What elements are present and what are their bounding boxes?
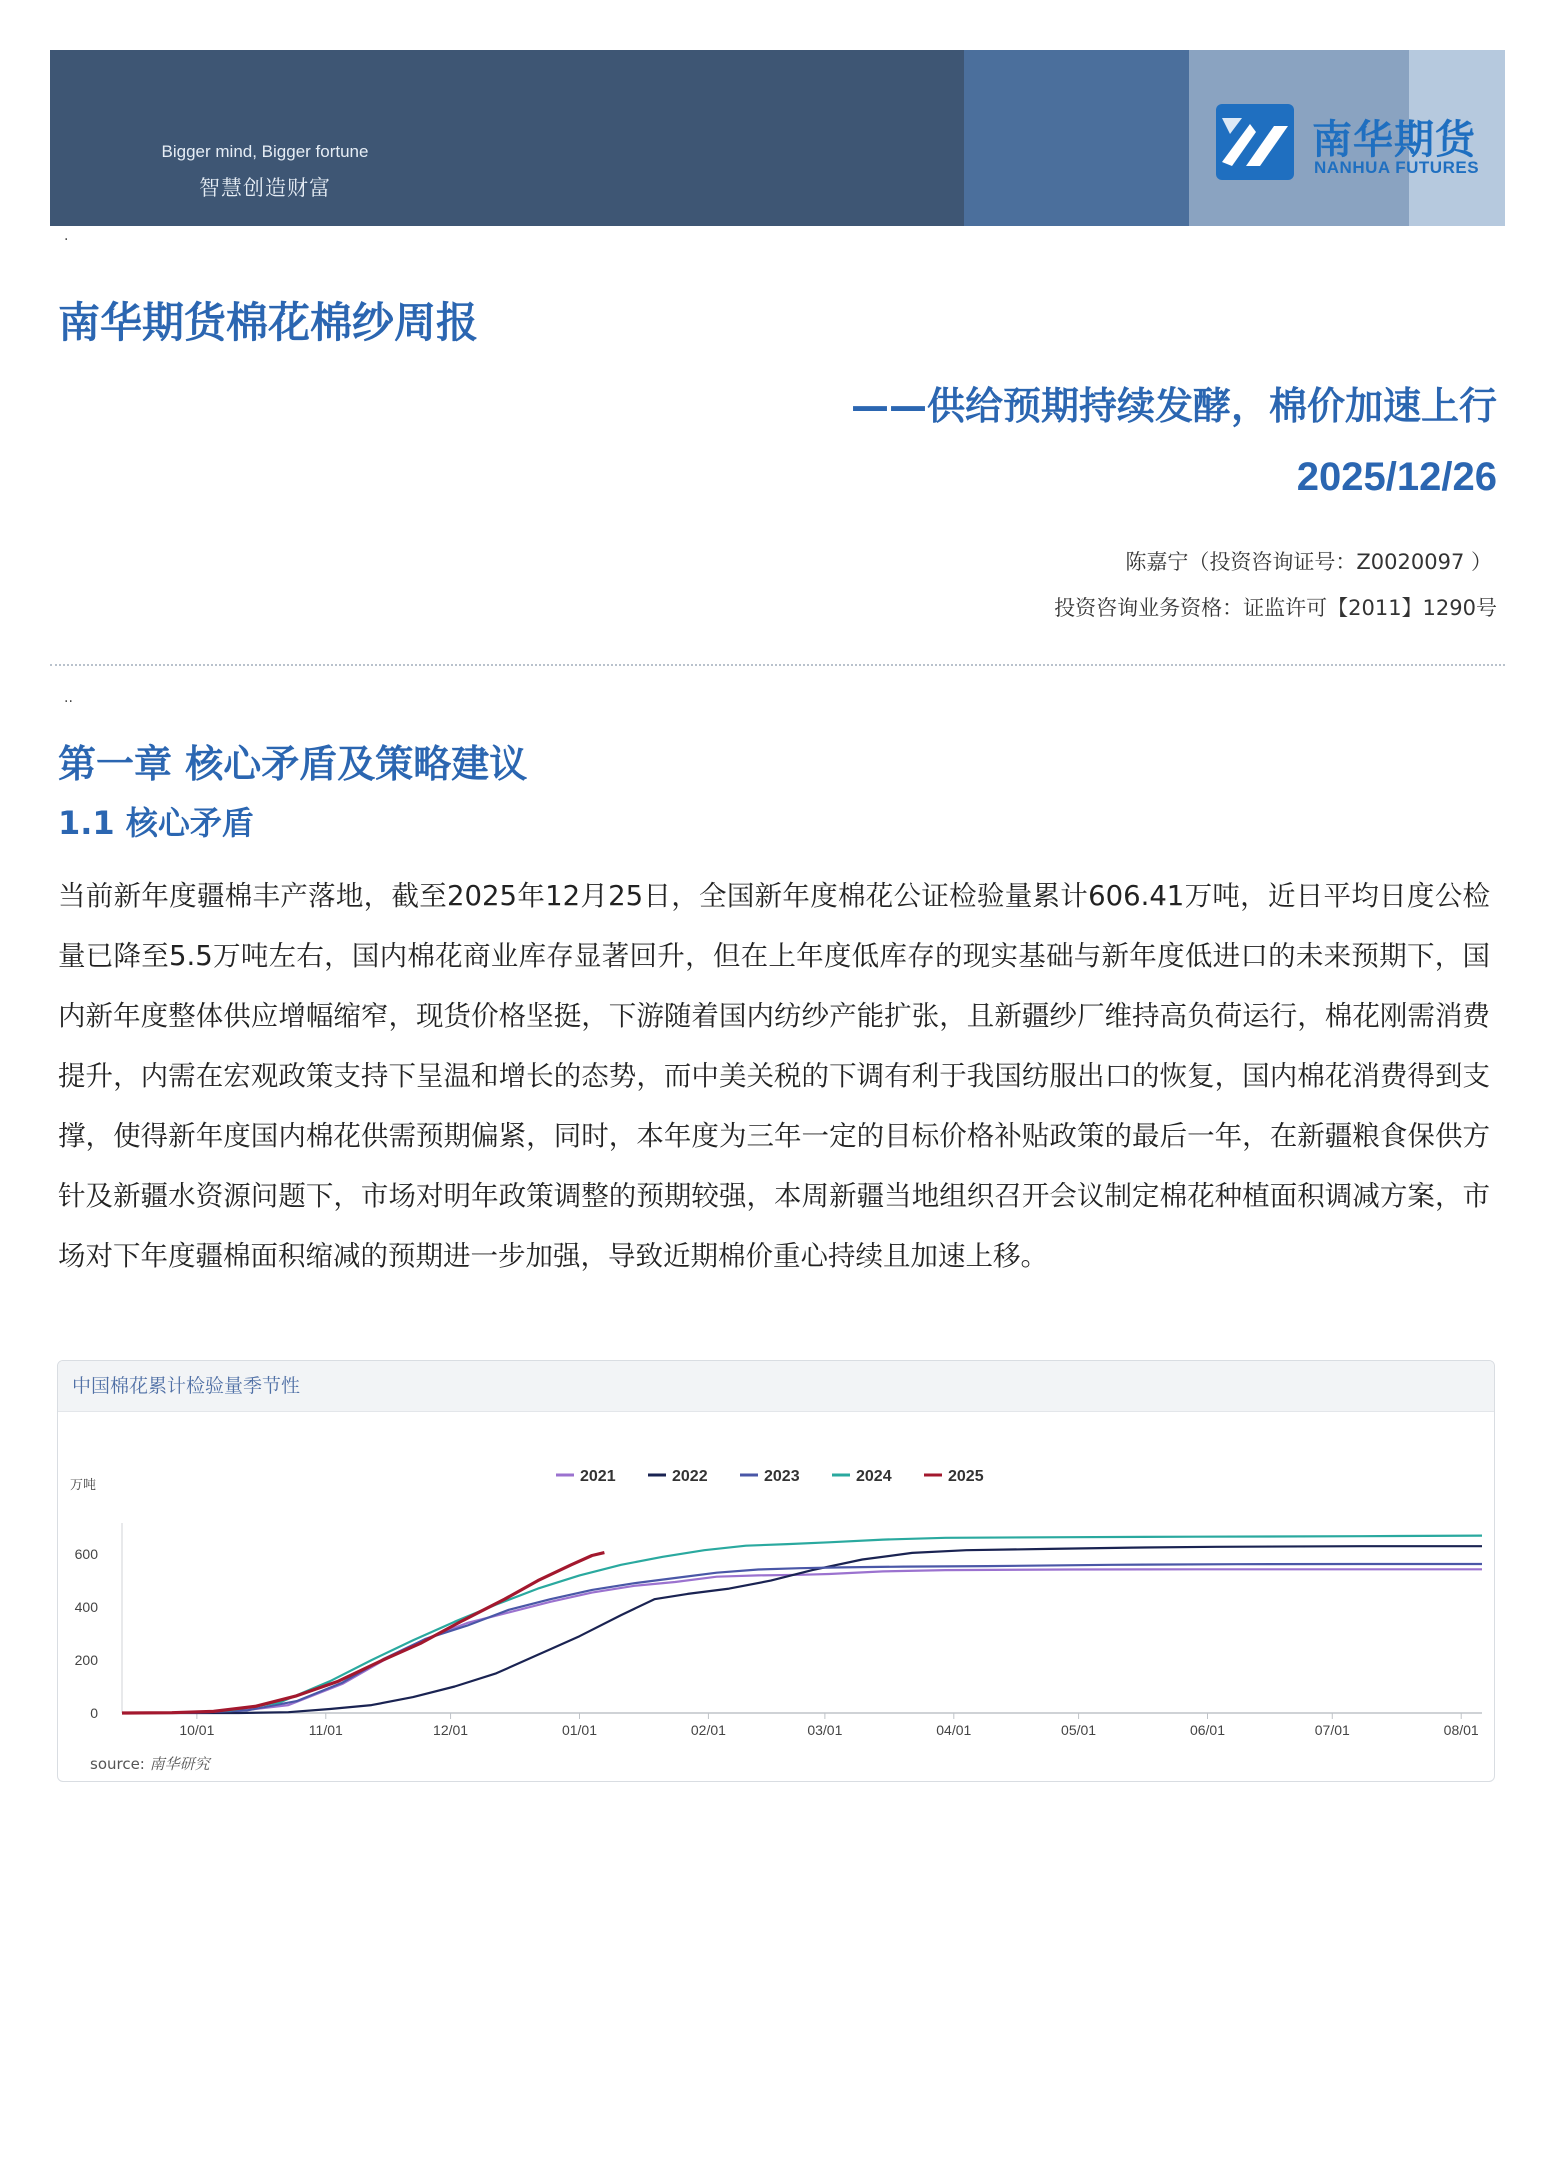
x-tick-label: 01/01 (561, 1722, 598, 1738)
x-tick-label: 08/01 (1443, 1722, 1479, 1738)
report-date: 2025/12/26 (1296, 455, 1497, 499)
logo-text-english: NANHUA FUTURES (1314, 158, 1480, 177)
header-banner (50, 50, 1505, 226)
series-line-2025 (122, 1553, 604, 1713)
banner-block (964, 50, 1189, 226)
x-tick-label: 02/01 (690, 1722, 726, 1738)
x-tick-label: 03/01 (807, 1722, 843, 1738)
y-tick-label: 200 (74, 1652, 98, 1669)
chart-title: 中国棉花累计检验量季节性 (58, 1361, 1494, 1412)
legend-label: 2021 (580, 1468, 616, 1485)
x-tick-label: 11/01 (308, 1722, 343, 1738)
legend-label: 2023 (764, 1468, 800, 1485)
x-tick-label: 07/01 (1314, 1722, 1350, 1738)
x-axis (122, 1713, 1482, 1738)
y-axis (70, 1477, 122, 1721)
report-subtitle: ——供给预期持续发酵，棉价加速上行 (850, 384, 1497, 428)
chart-source (90, 1753, 210, 1774)
chart-legend (556, 1468, 984, 1485)
chapter-heading: 第一章 核心矛盾及策略建议 (58, 742, 528, 786)
x-tick-label: 05/01 (1061, 1722, 1097, 1738)
legend-item-2024 (832, 1468, 892, 1485)
x-tick-label: 12/01 (433, 1722, 469, 1738)
series-line-2022 (122, 1546, 1482, 1713)
y-tick-label: 600 (74, 1546, 98, 1563)
series-lines (122, 1536, 1482, 1713)
legend-item-2021 (556, 1468, 616, 1485)
section-divider (50, 664, 1505, 666)
slogan-english: Bigger mind, Bigger fortune (161, 142, 369, 161)
series-line-2021 (122, 1569, 1482, 1713)
slogan-chinese: 智慧创造财富 (199, 176, 331, 200)
y-tick-label: 400 (74, 1599, 98, 1616)
line-chart (58, 1413, 1494, 1743)
legend-item-2023 (740, 1468, 800, 1485)
logo-text-chinese: 南华期货 (1312, 117, 1476, 163)
y-tick-label: 0 (90, 1705, 98, 1721)
author-line: 陈嘉宁（投资咨询证号：Z0020097 ） (1125, 550, 1492, 574)
source-value: 南华研究 (149, 1755, 210, 1773)
chart-card (57, 1360, 1495, 1782)
legend-label: 2025 (948, 1468, 984, 1485)
nanhua-logo-icon (1216, 104, 1294, 180)
source-label: source: (90, 1755, 145, 1773)
y-axis-unit: 万吨 (70, 1477, 97, 1492)
x-tick-label: 04/01 (936, 1722, 972, 1738)
legend-item-2022 (648, 1468, 708, 1485)
legend-label: 2022 (672, 1468, 708, 1485)
stray-dot: . (64, 228, 69, 244)
report-title: 南华期货棉花棉纱周报 (58, 298, 479, 347)
legend-item-2025 (924, 1468, 984, 1485)
stray-dots: .. (64, 690, 73, 706)
x-tick-label: 06/01 (1189, 1722, 1226, 1738)
x-tick-label: 10/01 (179, 1722, 215, 1738)
body-paragraph: 当前新年度疆棉丰产落地，截至2025年12月25日，全国新年度棉花公证检验量累计606.41万吨，近日平均日度公检量已降至5.5万吨左右，国内棉花商业库存显著回升，但在上年度低库存的现实基础与新年度低进口的未来预期下，国内新年度整体供应增幅缩窄，现货价格坚挺，下游随着国内纺纱产能扩张，且新疆纱厂维持高负荷运行，棉花刚需消费提升，内需在宏观政策支持下呈温和增长的态势，而中美关税的下调有利于我国纺服出口的恢复，国内棉花消费得到支撑，使得新年度国内棉花供需预期偏紧，同时，本年度为三年一定的目标价格补贴政策的最后一年，在新疆粮食保供方针及新疆水资源问题下，市场对明年政策调整的预期较强，本周新疆当地组织召开会议制定棉花种植面积调减方案，市场对下年度疆棉面积缩减的预期进一步加强，导致近期棉价重心持续且加速上移。 (58, 880, 1490, 1272)
license-line: 投资咨询业务资格：证监许可【2011】1290号 (1054, 596, 1497, 620)
legend-label: 2024 (856, 1468, 892, 1485)
section-heading: 1.1 核心矛盾 (58, 804, 254, 842)
